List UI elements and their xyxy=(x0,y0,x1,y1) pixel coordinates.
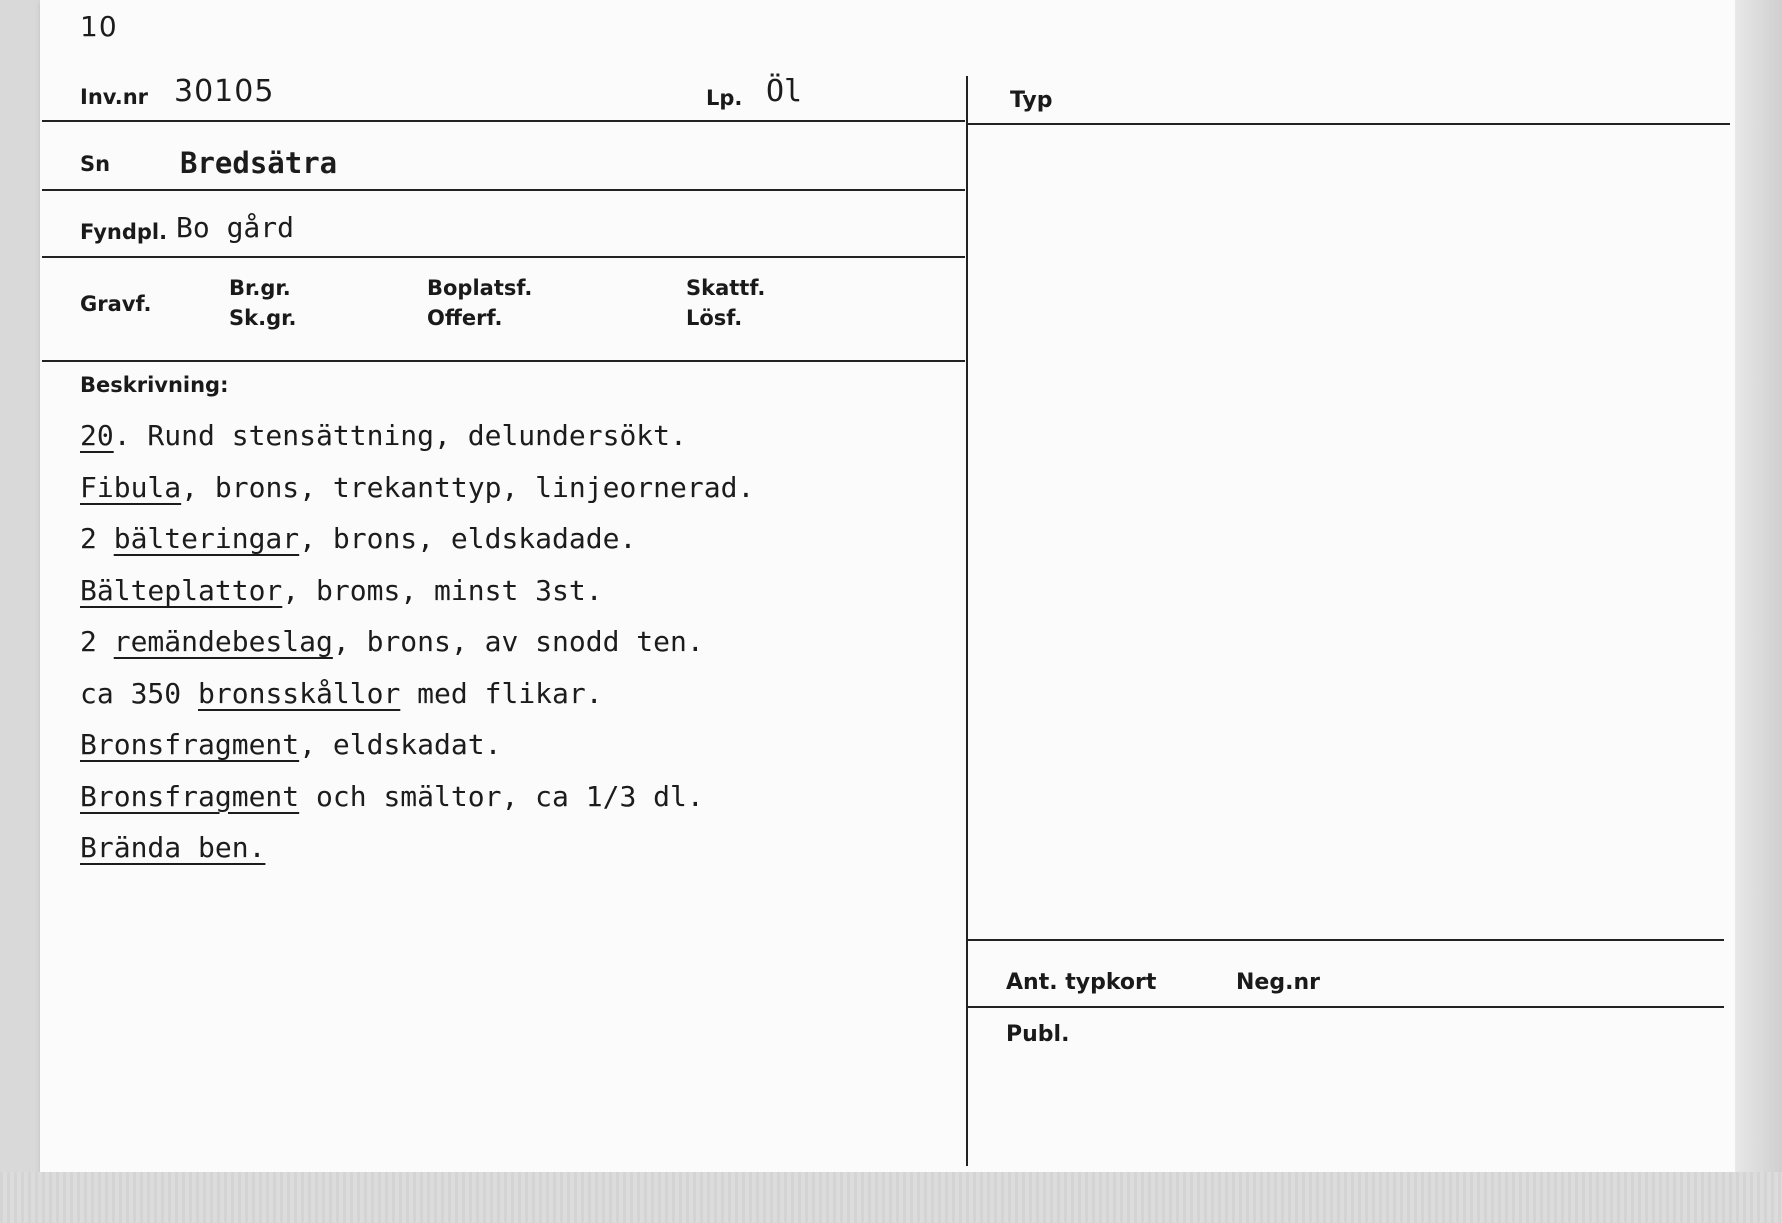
description-item: 20 xyxy=(80,419,114,452)
ant-typkort-label: Ant. typkort xyxy=(1006,970,1157,995)
description-item: Bälteplattor xyxy=(80,573,283,607)
rule-gravf xyxy=(42,360,965,362)
rule-inv xyxy=(42,120,965,122)
description-suffix: , brons, eldskadade. xyxy=(299,522,637,555)
description-item: Bronsfragment xyxy=(80,779,300,813)
description-prefix: ca 350 xyxy=(80,676,199,710)
description-line xyxy=(80,462,754,514)
rule-fyndpl xyxy=(42,256,965,258)
offerf-label: Offerf. xyxy=(427,306,503,330)
description-suffix: , brons, av snodd ten. xyxy=(332,625,704,658)
inv-nr-label: Inv.nr xyxy=(80,85,149,109)
description-item: Bronsfragment xyxy=(80,728,300,761)
description-line xyxy=(80,565,754,617)
description-line xyxy=(80,513,754,565)
rule-sn xyxy=(42,189,965,191)
description-suffix: , broms, minst 3st. xyxy=(282,573,603,607)
description-line xyxy=(80,719,754,771)
description-line xyxy=(80,771,754,823)
rule-typ-bottom xyxy=(968,939,1724,941)
description-suffix: med flikar. xyxy=(400,676,603,710)
description-item: bronsskållor xyxy=(198,676,401,710)
rule-typ xyxy=(968,123,1730,125)
boplatsf-label: Boplatsf. xyxy=(427,276,533,300)
description-line xyxy=(80,668,754,720)
description-item: Brända ben. xyxy=(80,831,266,864)
beskrivning-label: Beskrivning: xyxy=(80,373,229,397)
card-number: 10 xyxy=(80,10,118,43)
description-line xyxy=(80,822,754,874)
bottom-margin xyxy=(0,1172,1782,1223)
description-item: remändebeslag xyxy=(113,625,333,658)
inv-nr-value: 30105 xyxy=(174,74,275,109)
skattf-label: Skattf. xyxy=(686,276,766,300)
description-lines xyxy=(80,410,754,874)
description-line xyxy=(80,616,754,668)
description-suffix: , brons, trekanttyp, linjeornerad. xyxy=(181,470,755,504)
losf-label: Lösf. xyxy=(686,306,743,330)
fyndpl-label: Fyndpl. xyxy=(80,220,168,244)
description-prefix: 2 xyxy=(80,522,114,555)
fyndpl-value: Bo gård xyxy=(176,211,295,244)
sk-gr-label: Sk.gr. xyxy=(229,306,297,330)
sn-label: Sn xyxy=(80,152,111,176)
neg-nr-label: Neg.nr xyxy=(1236,970,1320,995)
br-gr-label: Br.gr. xyxy=(229,276,291,300)
description-prefix: 2 xyxy=(80,625,114,658)
description-item: Fibula xyxy=(80,470,182,504)
rule-ant xyxy=(968,1006,1724,1008)
lp-value: Öl xyxy=(766,74,803,109)
lp-label: Lp. xyxy=(706,86,743,110)
description-suffix: , eldskadat. xyxy=(299,728,502,761)
typ-label: Typ xyxy=(1010,88,1053,113)
publ-label: Publ. xyxy=(1006,1022,1070,1047)
description-item: bälteringar xyxy=(113,522,300,555)
description-suffix: . Rund stensättning, delundersökt. xyxy=(113,419,687,452)
gravf-label: Gravf. xyxy=(80,292,152,316)
description-suffix: och smältor, ca 1/3 dl. xyxy=(299,779,704,813)
right-margin xyxy=(1735,0,1782,1223)
column-divider xyxy=(966,76,968,1166)
sn-value: Bredsätra xyxy=(180,146,338,180)
description-line xyxy=(80,410,754,462)
